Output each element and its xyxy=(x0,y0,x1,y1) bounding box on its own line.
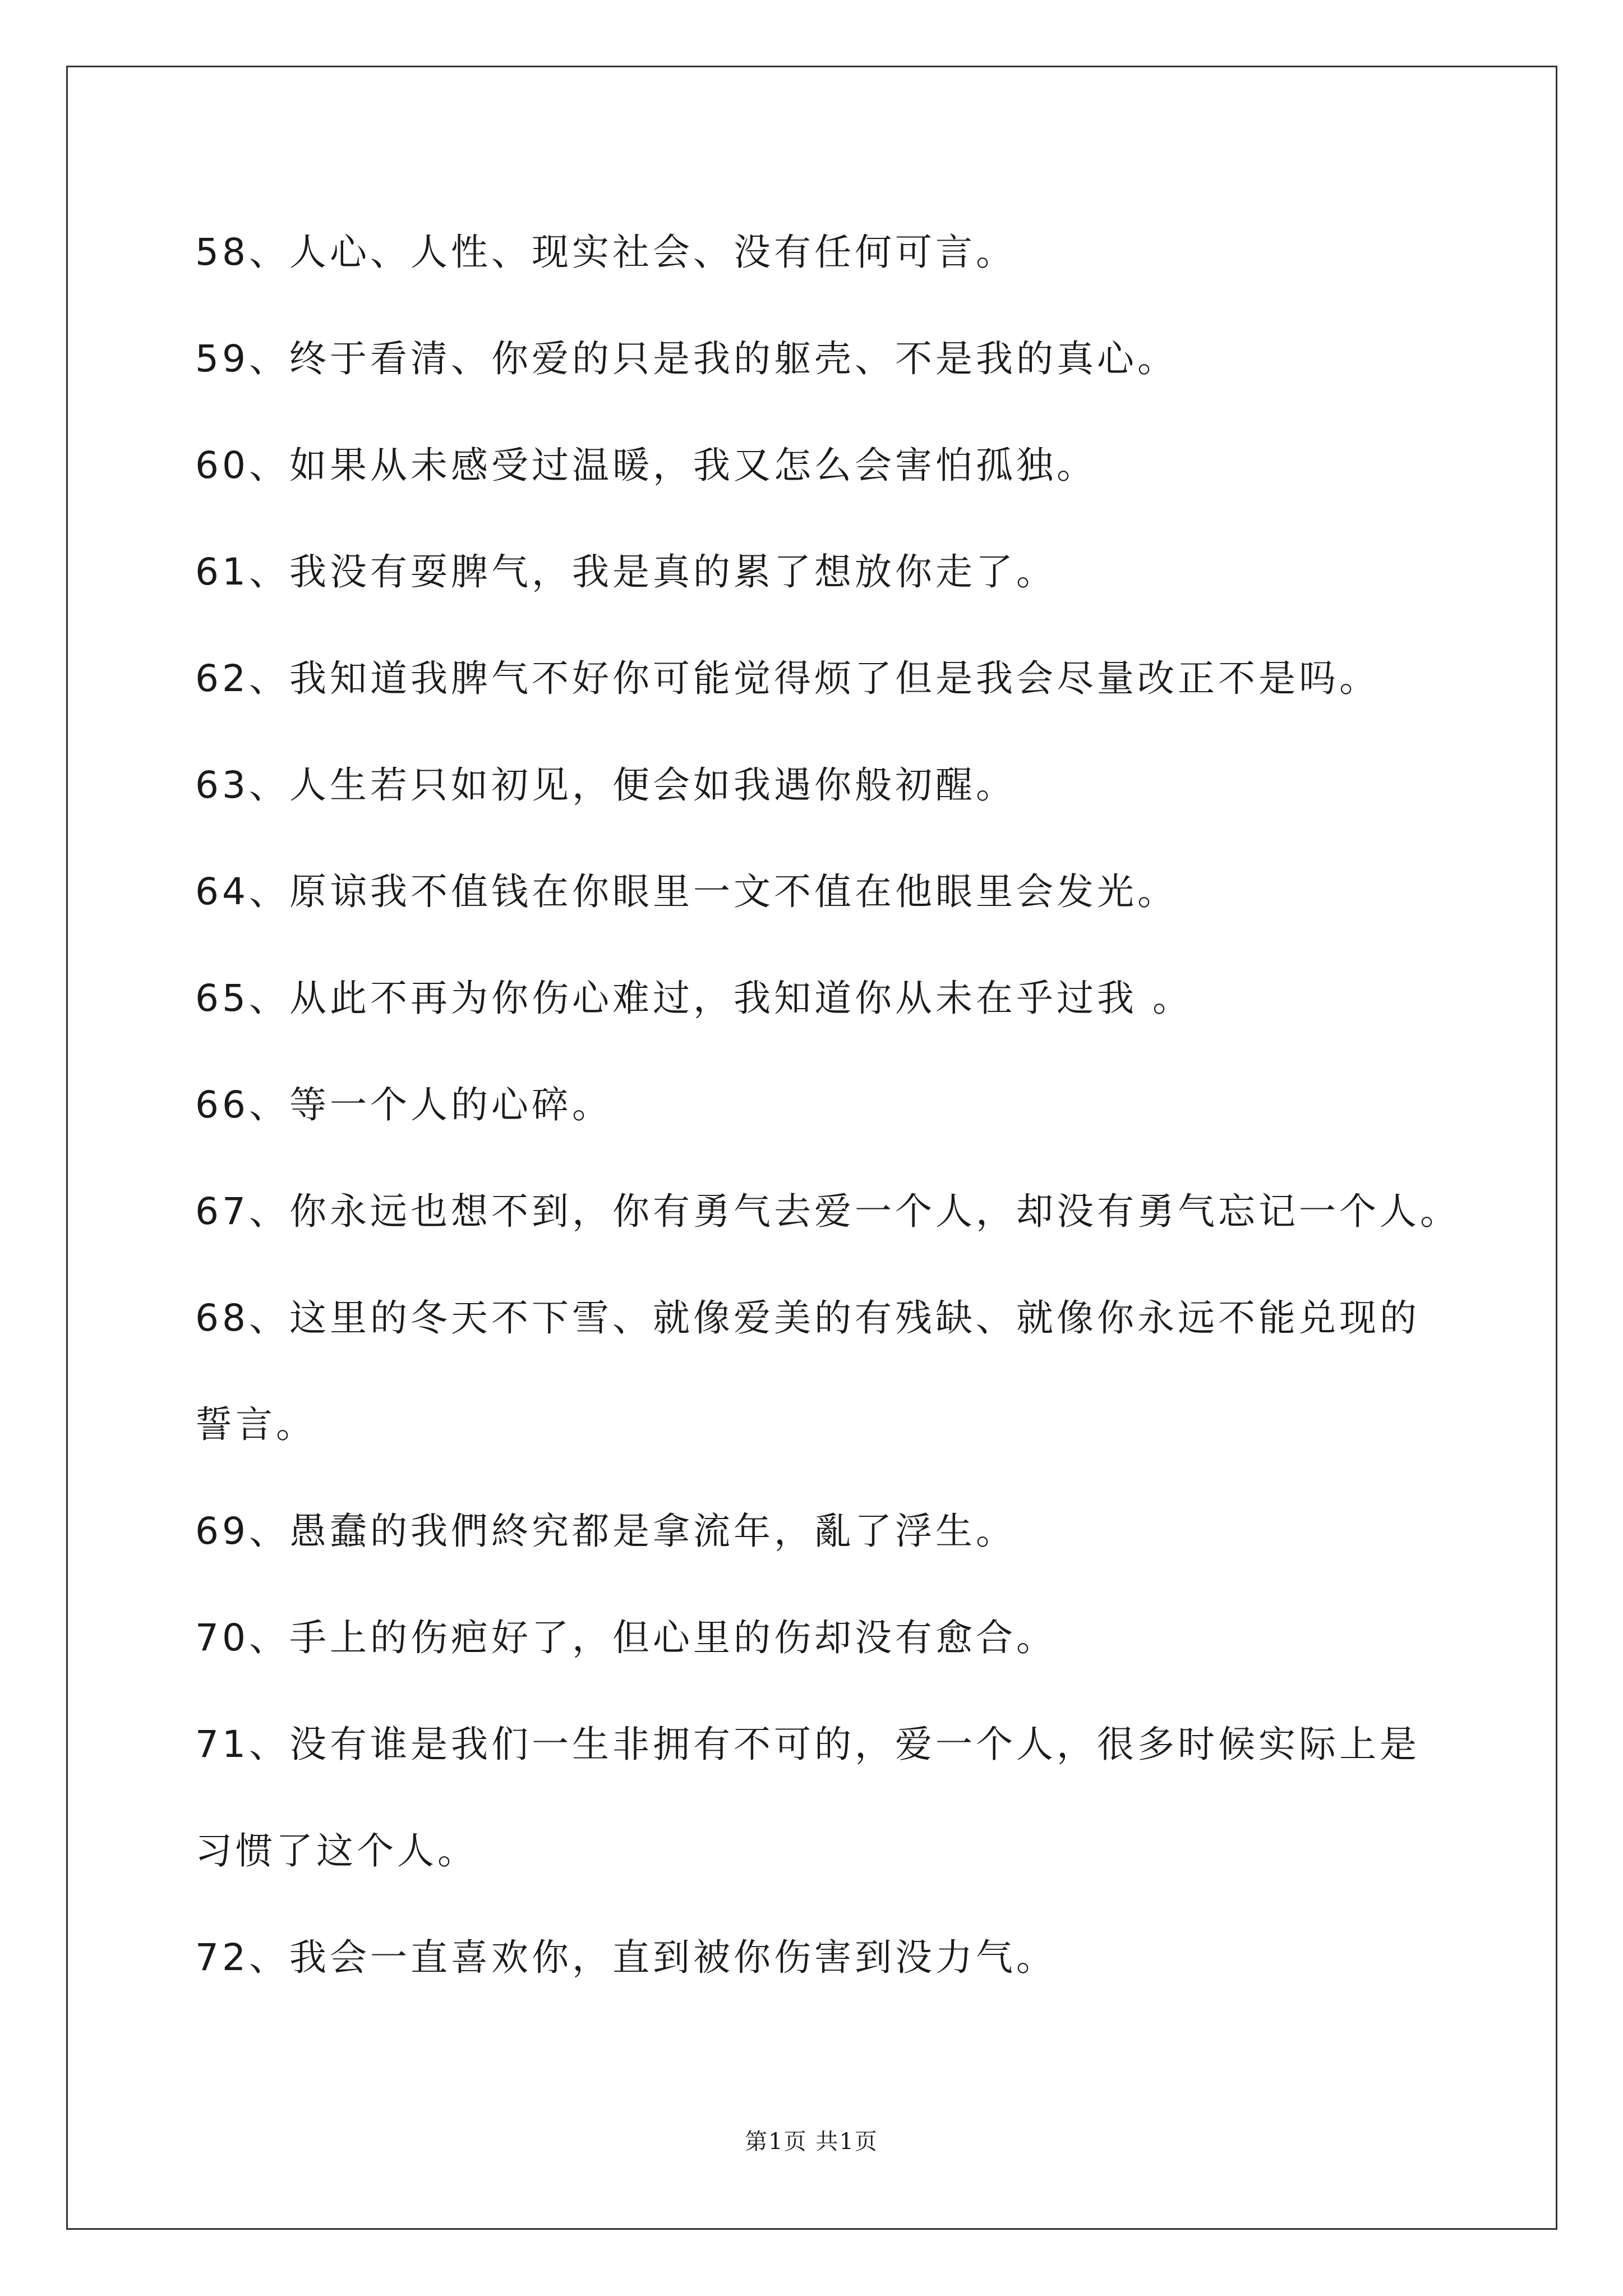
text-line-68: 68、这里的冬天不下雪、就像爱美的有残缺、就像你永远不能兑现的 xyxy=(195,1296,1420,1340)
page-footer: 第1页 共1页 xyxy=(745,2129,878,2155)
page-border xyxy=(66,66,1557,2230)
text-line-64: 64、原谅我不值钱在你眼里一文不值在他眼里会发光。 xyxy=(195,870,1178,913)
text-line-60: 60、如果从未感受过温暖，我又怎么会害怕孤独。 xyxy=(195,444,1097,487)
text-line-58: 58、人心、人性、现实社会、没有任何可言。 xyxy=(195,231,1016,274)
text-line-71-continued: 习惯了这个人。 xyxy=(195,1829,478,1872)
text-line-62: 62、我知道我脾气不好你可能觉得烦了但是我会尽量改正不是吗。 xyxy=(195,657,1380,700)
text-line-59: 59、终于看清、你爱的只是我的躯壳、不是我的真心。 xyxy=(195,337,1178,380)
text-line-72: 72、我会一直喜欢你，直到被你伤害到没力气。 xyxy=(195,1936,1057,1979)
text-line-71: 71、没有谁是我们一生非拥有不可的，爱一个人，很多时候实际上是 xyxy=(195,1723,1420,1766)
text-line-68-continued: 誓言。 xyxy=(195,1403,316,1446)
text-line-65: 65、从此不再为你伤心难过，我知道你从未在乎过我 。 xyxy=(195,977,1193,1020)
text-line-66: 66、等一个人的心碎。 xyxy=(195,1083,612,1126)
text-line-61: 61、我没有耍脾气，我是真的累了想放你走了。 xyxy=(195,550,1057,593)
text-line-70: 70、手上的伤疤好了，但心里的伤却没有愈合。 xyxy=(195,1616,1057,1659)
text-line-67: 67、你永远也想不到，你有勇气去爱一个人，却没有勇气忘记一个人。 xyxy=(195,1190,1460,1233)
text-line-69: 69、愚蠢的我們終究都是拿流年，亂了浮生。 xyxy=(195,1510,1016,1553)
text-line-63: 63、人生若只如初见，便会如我遇你般初醒。 xyxy=(195,763,1016,807)
